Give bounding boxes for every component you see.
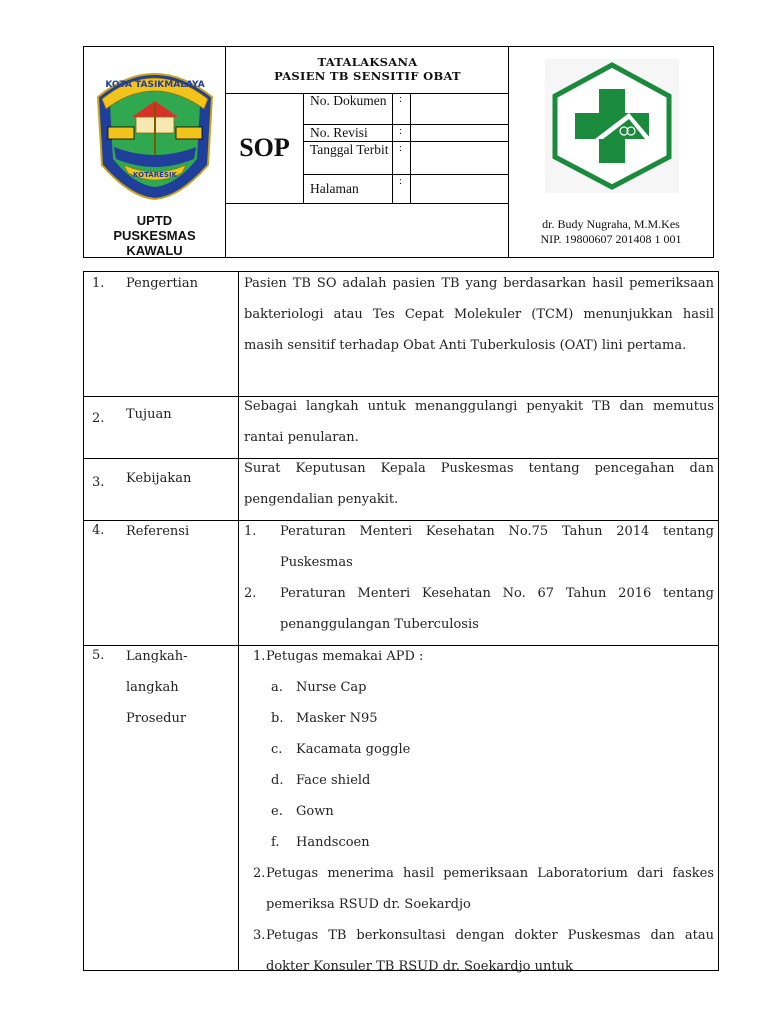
procedure-sub-step	[244, 765, 714, 796]
step-number: 1.	[253, 649, 266, 664]
sop-header	[83, 46, 714, 258]
sub-step-letter: c.	[271, 742, 283, 757]
doc-row-page	[304, 175, 509, 203]
section-label: Referensi	[126, 524, 190, 539]
section-row-definition	[84, 272, 718, 397]
org-name-line: KAWALU	[126, 243, 183, 258]
section-number: 5.	[92, 648, 105, 663]
doc-row-label: No. Dokumen	[310, 93, 387, 108]
doc-row-colon: :	[399, 142, 403, 154]
doc-row-colon: :	[399, 175, 403, 187]
procedure-sub-step	[244, 672, 714, 703]
section-label: Tujuan	[126, 407, 172, 422]
reference-number: 2.	[244, 586, 257, 601]
section-label: Kebijakan	[126, 471, 192, 486]
section-number: 1.	[92, 276, 105, 291]
reference-text: Peraturan Menteri Kesehatan No. 67 Tahun 2016 tentang penanggulangan Tuberculosis	[280, 586, 714, 632]
document-info	[304, 93, 509, 203]
org-name	[84, 213, 225, 258]
sub-step-text: Face shield	[296, 773, 371, 788]
section-label-line: Langkah-	[126, 649, 188, 664]
logo-cell	[84, 47, 226, 257]
section-number: 3.	[92, 475, 105, 490]
sub-step-letter: a.	[271, 680, 283, 695]
doc-row-colon: :	[399, 125, 403, 137]
procedure-sub-step	[244, 796, 714, 827]
doc-row-label: Halaman	[310, 181, 359, 196]
sub-step-letter: e.	[271, 804, 283, 819]
section-row-purpose	[84, 397, 718, 459]
document-title	[226, 55, 509, 83]
section-row-policy	[84, 459, 718, 521]
sub-step-text: Gown	[296, 804, 334, 819]
sop-content-table	[83, 271, 719, 974]
doc-row-colon: :	[399, 93, 403, 105]
doc-row-revision	[304, 125, 509, 142]
doc-row-label: No. Revisi	[310, 125, 368, 140]
procedure-sub-step	[244, 703, 714, 734]
sub-step-text: Nurse Cap	[296, 680, 367, 695]
signature-block	[509, 217, 713, 247]
signature-cell	[509, 47, 713, 257]
doc-row-date	[304, 142, 509, 175]
section-number: 4.	[92, 523, 105, 538]
step-text: Petugas memakai APD :	[266, 649, 424, 664]
section-row-references	[84, 521, 718, 646]
sub-step-letter: d.	[271, 773, 284, 788]
sub-step-letter: f.	[271, 835, 280, 850]
procedure-sub-step	[244, 734, 714, 765]
section-text: Sebagai langkah untuk menanggulangi penyakit TB dan memutus rantai penularan.	[244, 399, 714, 445]
reference-number: 1.	[244, 524, 257, 539]
kota-tasikmalaya-emblem	[84, 47, 226, 207]
section-label-line: Prosedur	[126, 711, 187, 726]
reference-text: Peraturan Menteri Kesehatan No.75 Tahun 2014 tentang Puskesmas	[280, 524, 714, 570]
org-name-line: PUSKESMAS	[113, 228, 196, 243]
sub-step-text: Handscoen	[296, 835, 370, 850]
section-text: Surat Keputusan Kepala Puskesmas tentang pencegahan dan pengendalian penyakit.	[244, 461, 714, 507]
section-row-procedure	[84, 646, 718, 974]
section-label-line: langkah	[126, 680, 179, 695]
step-number: 2.	[253, 866, 266, 881]
puskesmas-logo	[545, 59, 679, 193]
step-number: 3.	[253, 928, 266, 943]
org-name-line: UPTD	[136, 213, 173, 228]
sub-step-text: Masker N95	[296, 711, 378, 726]
section-text: Pasien TB SO adalah pasien TB yang berdasarkan hasil pemeriksaan bakteriologi atau Tes Cepat Molekuler (TCM) menunjukkan hasil masih sensitif terhadap Obat Anti Tuberkulosis (OAT) lini pertama.	[244, 276, 714, 353]
procedure-list	[244, 641, 714, 982]
reference-item	[244, 578, 714, 640]
section-number: 2.	[92, 411, 105, 426]
procedure-sub-step	[244, 827, 714, 858]
logo-bottom-text: KOTARESIK	[133, 171, 177, 179]
procedure-step	[244, 858, 714, 920]
section-label: Pengertian	[126, 276, 198, 291]
procedure-step	[244, 920, 714, 982]
logo-top-text: KOTA TASIKMALAYA	[105, 80, 205, 90]
title-line: PASIEN TB SENSITIF OBAT	[274, 69, 461, 83]
doc-row-number	[304, 93, 509, 125]
title-cell	[226, 47, 509, 257]
section-label-multiline	[126, 641, 236, 734]
reference-list	[244, 516, 714, 640]
signatory-name: dr. Budy Nugraha, M.M.Kes	[542, 217, 680, 231]
sub-step-letter: b.	[271, 711, 284, 726]
procedure-step	[244, 641, 714, 672]
step-text: Petugas menerima hasil pemeriksaan Laboratorium dari faskes pemeriksa RSUD dr. Soekardjo	[266, 866, 714, 912]
signatory-nip: NIP. 19800607 201408 1 001	[540, 232, 682, 246]
doc-row-label: Tanggal Terbit	[310, 142, 389, 157]
sub-step-text: Kacamata goggle	[296, 742, 411, 757]
title-line: TATALAKSANA	[317, 55, 418, 69]
reference-item	[244, 516, 714, 578]
step-text: Petugas TB berkonsultasi dengan dokter Puskesmas dan atau dokter Konsuler TB RSUD dr. Soekardjo untuk	[266, 928, 714, 974]
sop-label: SOP	[226, 93, 304, 203]
